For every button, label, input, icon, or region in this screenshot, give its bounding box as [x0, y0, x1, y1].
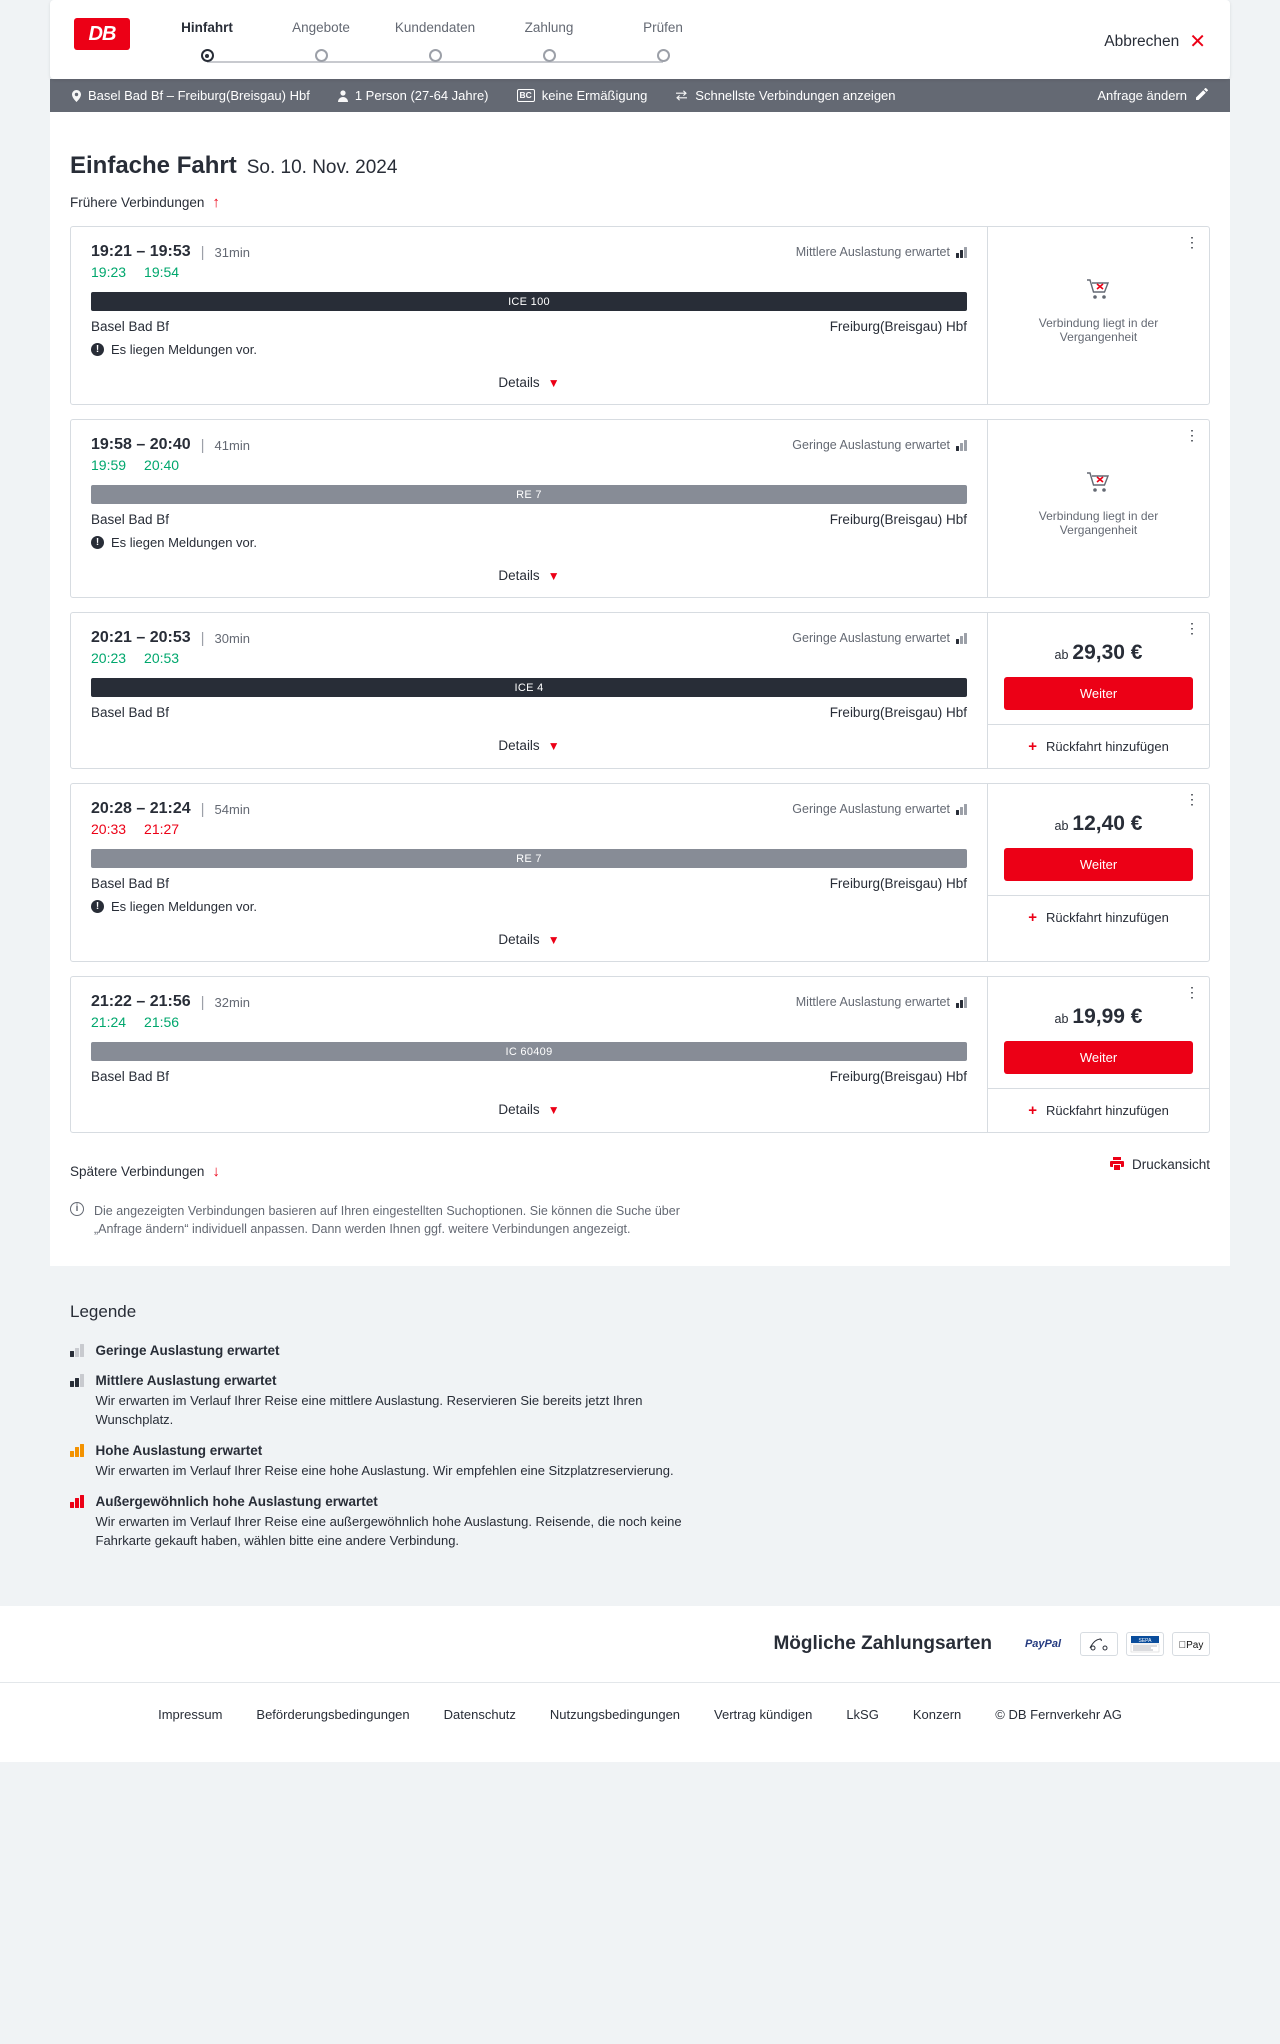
utilization-bars-icon	[956, 804, 967, 815]
step-hinfahrt[interactable]	[150, 20, 264, 69]
legend-item-desc: Wir erwarten im Verlauf Ihrer Reise eine außergewöhnlich hohe Auslastung. Reisende, die noch keine Fahrkarte gekauft haben, wählen bitte eine andere Verbindung.	[95, 1513, 682, 1548]
location-pin-icon	[72, 90, 81, 102]
db-logo-icon[interactable]: DB	[74, 18, 130, 50]
search-info-text: Die angezeigten Verbindungen basieren auf Ihren eingestellten Suchoptionen. Sie können die Suche über „Anfrage ändern“ individuell anpassen. Dann werden Ihnen ggf. weitere Verbindungen angezeigt.	[94, 1204, 680, 1237]
legend-item-desc: Wir erwarten im Verlauf Ihrer Reise eine hohe Auslastung. Wir empfehlen eine Sitzplatzreservierung.	[95, 1462, 674, 1478]
legend-text	[96, 1442, 674, 1481]
connection-card	[70, 419, 1210, 598]
legend-section	[0, 1266, 1280, 1606]
page-title: Einfache Fahrt	[70, 152, 237, 179]
more-options-icon[interactable]: ⋮	[1185, 791, 1199, 807]
connection-header	[91, 993, 967, 1011]
connection-card	[70, 226, 1210, 405]
sepa-icon	[1126, 1632, 1164, 1656]
query-passengers-label: 1 Person (27-64 Jahre)	[354, 88, 489, 103]
legend-item	[70, 1442, 1210, 1481]
utilization-bars-icon	[956, 440, 967, 451]
step-dot-icon	[657, 49, 670, 62]
query-discount[interactable]	[517, 88, 648, 103]
utilization-bars-icon	[956, 247, 967, 258]
continue-button[interactable]: Weiter	[1004, 848, 1193, 881]
query-summary-bar	[50, 79, 1230, 112]
results-title-row	[70, 112, 1210, 180]
price-prefix: ab	[1054, 1012, 1069, 1026]
details-label: Details	[498, 568, 540, 583]
connection-stations	[91, 319, 967, 334]
print-view-button[interactable]	[1110, 1157, 1210, 1173]
origin-station: Basel Bad Bf	[91, 1069, 170, 1084]
more-options-icon[interactable]: ⋮	[1185, 620, 1199, 636]
utilization-bars-icon	[70, 1374, 84, 1387]
connection-utilization	[796, 245, 967, 259]
query-route[interactable]	[72, 88, 310, 103]
connection-stations	[91, 705, 967, 720]
step-label: Zahlung	[524, 20, 574, 35]
connection-header	[91, 243, 967, 261]
origin-station: Basel Bad Bf	[91, 876, 170, 891]
add-return-trip-button[interactable]	[988, 1088, 1209, 1132]
destination-station: Freiburg(Breisgau) Hbf	[829, 705, 967, 720]
change-query-label: Anfrage ändern	[1097, 88, 1187, 103]
details-label: Details	[498, 1102, 540, 1117]
chevron-down-icon: ▼	[547, 1102, 560, 1117]
cancel-button[interactable]	[1104, 32, 1206, 52]
actual-departure: 21:24	[91, 1014, 127, 1030]
price-block	[988, 784, 1209, 881]
footer-copyright: © DB Fernverkehr AG	[995, 1707, 1122, 1723]
legend-item-desc: Wir erwarten im Verlauf Ihrer Reise eine mittlere Auslastung. Reservieren Sie bereits jetzt Ihren Wunschplatz.	[95, 1393, 643, 1428]
footer-link[interactable]: Konzern	[912, 1707, 962, 1723]
past-connection-note	[988, 420, 1209, 597]
actual-departure: 19:23	[91, 264, 127, 280]
price-value: ab 29,30 €	[1054, 641, 1143, 664]
actual-departure: 19:59	[91, 457, 127, 473]
divider: |	[200, 993, 205, 1011]
utilization-bars-icon	[70, 1495, 84, 1508]
past-connection-label: Verbindung liegt in der Vergangenheit	[1038, 315, 1159, 344]
connection-duration: 32min	[214, 994, 250, 1010]
utilization-bars-icon	[70, 1344, 84, 1357]
origin-station: Basel Bad Bf	[91, 705, 170, 720]
utilization-label: Mittlere Auslastung erwartet	[795, 995, 950, 1009]
add-return-trip-button[interactable]	[988, 724, 1209, 768]
legend-item	[70, 1493, 1210, 1551]
origin-station: Basel Bad Bf	[91, 512, 170, 527]
alert-icon: !	[91, 900, 104, 913]
train-label[interactable]: IC 60409	[91, 1042, 967, 1061]
actual-arrival: 21:56	[144, 1014, 180, 1030]
printer-icon	[1110, 1157, 1124, 1173]
connection-time-range: 19:21 – 19:53	[91, 243, 191, 260]
details-toggle-button[interactable]	[91, 920, 967, 961]
direct-debit-icon	[1080, 1632, 1118, 1656]
cancel-label: Abbrechen	[1104, 33, 1180, 50]
footer-link[interactable]: Vertrag kündigen	[714, 1707, 813, 1723]
arrow-up-icon: ↑	[212, 194, 220, 211]
footer-link[interactable]: LkSG	[846, 1707, 879, 1723]
connection-offer	[987, 420, 1209, 597]
utilization-label: Geringe Auslastung erwartet	[792, 802, 950, 816]
connection-list	[70, 226, 1210, 1133]
connection-offer	[987, 784, 1209, 961]
continue-button[interactable]: Weiter	[1004, 677, 1193, 710]
swap-arrows-icon	[675, 90, 688, 101]
step-connector	[549, 61, 663, 63]
svg-text:SEPA: SEPA	[1138, 1638, 1152, 1645]
alert-icon: !	[91, 343, 104, 356]
details-toggle-button[interactable]	[91, 1090, 967, 1131]
print-view-label: Druckansicht	[1131, 1157, 1210, 1172]
connection-header	[91, 629, 967, 647]
paypal-icon: PayPal	[1014, 1632, 1072, 1656]
actual-arrival: 19:54	[144, 264, 180, 280]
step-connector	[321, 61, 435, 63]
connection-message-label: Es liegen Meldungen vor.	[111, 342, 257, 357]
later-connections-label: Spätere Verbindungen	[70, 1164, 205, 1179]
connection-utilization	[792, 631, 967, 645]
utilization-label: Geringe Auslastung erwartet	[792, 438, 950, 452]
cart-crossed-icon	[1086, 278, 1112, 308]
connection-utilization	[796, 995, 967, 1009]
divider: |	[200, 629, 205, 647]
bahncard-icon: BC	[517, 89, 535, 102]
price-prefix: ab	[1054, 648, 1069, 662]
connection-message-label: Es liegen Meldungen vor.	[111, 899, 257, 914]
later-connections-button[interactable]	[70, 1163, 220, 1180]
utilization-bars-icon	[956, 997, 967, 1008]
past-connection-label: Verbindung liegt in der Vergangenheit	[1038, 508, 1159, 537]
details-label: Details	[498, 375, 540, 390]
results-content	[50, 112, 1230, 1266]
legend-text	[96, 1493, 696, 1551]
alert-icon: !	[91, 536, 104, 549]
chevron-down-icon: ▼	[547, 568, 560, 583]
connection-details	[71, 613, 987, 768]
connection-realtime	[91, 1014, 967, 1030]
query-passengers[interactable]	[338, 88, 489, 103]
info-icon: i	[70, 1202, 84, 1216]
legend-item-label: Außergewöhnlich hohe Auslastung erwartet	[95, 1493, 378, 1509]
step-bar	[50, 0, 1230, 79]
checkout-header	[50, 0, 1230, 79]
price-block	[988, 977, 1209, 1074]
more-options-icon[interactable]: ⋮	[1185, 427, 1199, 443]
actual-departure: 20:33	[91, 821, 127, 837]
connection-card	[70, 783, 1210, 962]
connection-details	[71, 420, 987, 597]
search-info-note	[70, 1202, 690, 1238]
utilization-label: Mittlere Auslastung erwartet	[795, 245, 950, 259]
add-return-trip-label: Rückfahrt hinzufügen	[1045, 910, 1169, 925]
price-prefix: ab	[1054, 819, 1069, 833]
actual-arrival: 20:53	[144, 650, 180, 666]
connection-details	[71, 977, 987, 1132]
connection-time-range: 20:21 – 20:53	[91, 629, 191, 646]
results-bottom-row	[70, 1149, 1210, 1180]
legend-list	[70, 1342, 1210, 1550]
step-list	[150, 20, 720, 69]
connection-message[interactable]	[91, 342, 967, 357]
query-fastest[interactable]	[675, 88, 895, 103]
past-connection-note	[988, 227, 1209, 404]
connection-duration: 54min	[214, 801, 250, 817]
footer-link[interactable]: Datenschutz	[443, 1707, 516, 1723]
destination-station: Freiburg(Breisgau) Hbf	[829, 319, 967, 334]
step-label: Hinfahrt	[181, 20, 233, 35]
details-toggle-button[interactable]	[91, 556, 967, 597]
add-return-trip-label: Rückfahrt hinzufügen	[1045, 739, 1169, 754]
plus-icon: +	[1028, 909, 1037, 926]
more-options-icon[interactable]: ⋮	[1185, 984, 1199, 1000]
connection-card	[70, 976, 1210, 1133]
query-fastest-label: Schnellste Verbindungen anzeigen	[695, 88, 896, 103]
step-connector	[207, 61, 321, 63]
query-route-label: Basel Bad Bf – Freiburg(Breisgau) Hbf	[88, 88, 310, 103]
legend-text	[96, 1342, 280, 1360]
legend-item-label: Geringe Auslastung erwartet	[95, 1343, 280, 1359]
connection-message[interactable]	[91, 899, 967, 914]
legend-title: Legende	[70, 1302, 137, 1322]
destination-station: Freiburg(Breisgau) Hbf	[829, 876, 967, 891]
utilization-bars-icon	[956, 633, 967, 644]
step-label: Prüfen	[643, 20, 683, 35]
connection-duration: 41min	[214, 437, 250, 453]
connection-details	[71, 227, 987, 404]
connection-stations	[91, 512, 967, 527]
connection-realtime	[91, 457, 967, 473]
step-label: Kundendaten	[394, 20, 476, 35]
connection-time-range: 19:58 – 20:40	[91, 436, 191, 453]
close-icon[interactable]: ✕	[1189, 31, 1206, 53]
actual-arrival: 21:27	[144, 821, 180, 837]
plus-icon: +	[1028, 1102, 1037, 1119]
details-toggle-button[interactable]	[91, 363, 967, 404]
step-label: Angebote	[292, 20, 350, 35]
legend-item	[70, 1342, 1210, 1360]
payment-icon-list	[1014, 1632, 1210, 1656]
utilization-label: Geringe Auslastung erwartet	[792, 631, 950, 645]
divider: |	[200, 243, 205, 261]
train-label[interactable]: ICE 100	[91, 292, 967, 311]
connection-details	[71, 784, 987, 961]
apple-pay-icon	[1172, 1632, 1210, 1656]
travel-date: So. 10. Nov. 2024	[246, 157, 398, 178]
continue-button[interactable]: Weiter	[1004, 1041, 1193, 1074]
footer-link[interactable]: Impressum	[158, 1707, 223, 1723]
footer-link[interactable]: Beförderungsbedingungen	[256, 1707, 410, 1723]
actual-arrival: 20:40	[144, 457, 180, 473]
more-options-icon[interactable]: ⋮	[1185, 234, 1199, 250]
person-icon	[338, 90, 348, 102]
connection-message[interactable]	[91, 535, 967, 550]
step-dot-icon	[543, 49, 556, 62]
actual-departure: 20:23	[91, 650, 127, 666]
legend-item-label: Mittlere Auslastung erwartet	[95, 1373, 277, 1389]
pencil-icon	[1196, 88, 1208, 103]
payment-methods-section	[0, 1606, 1280, 1682]
step-connector	[435, 61, 549, 63]
plus-icon: +	[1028, 738, 1037, 755]
connection-duration: 30min	[214, 630, 250, 646]
footer-link[interactable]: Nutzungsbedingungen	[549, 1707, 681, 1723]
train-label[interactable]: ICE 4	[91, 678, 967, 697]
connection-stations	[91, 876, 967, 891]
svg-text:Pay: Pay	[1182, 1640, 1200, 1652]
connection-offer	[987, 227, 1209, 404]
origin-station: Basel Bad Bf	[91, 319, 170, 334]
details-label: Details	[498, 932, 540, 947]
connection-message-label: Es liegen Meldungen vor.	[111, 535, 257, 550]
cart-crossed-icon	[1086, 471, 1112, 501]
connection-utilization	[792, 438, 967, 452]
chevron-down-icon: ▼	[547, 932, 560, 947]
connection-realtime	[91, 821, 967, 837]
connection-utilization	[792, 802, 967, 816]
train-label[interactable]: RE 7	[91, 485, 967, 504]
price-value: ab 19,99 €	[1054, 1005, 1143, 1028]
connection-header	[91, 800, 967, 818]
legend-text	[96, 1372, 696, 1430]
earlier-connections-button[interactable]	[70, 194, 220, 211]
connection-card	[70, 612, 1210, 769]
train-label[interactable]: RE 7	[91, 849, 967, 868]
divider: |	[200, 436, 205, 454]
query-discount-label: keine Ermäßigung	[541, 88, 648, 103]
payment-title: Mögliche Zahlungsarten	[773, 1633, 992, 1655]
price-block	[988, 613, 1209, 710]
price-value: ab 12,40 €	[1054, 812, 1143, 835]
connection-time-range: 21:22 – 21:56	[91, 993, 191, 1010]
add-return-trip-label: Rückfahrt hinzufügen	[1045, 1103, 1169, 1118]
destination-station: Freiburg(Breisgau) Hbf	[829, 512, 967, 527]
chevron-down-icon: ▼	[547, 738, 560, 753]
footer-link-list	[0, 1707, 1280, 1722]
step-dot-icon	[201, 49, 214, 62]
step-dot-icon	[429, 49, 442, 62]
connection-stations	[91, 1069, 967, 1084]
details-label: Details	[498, 738, 540, 753]
chevron-down-icon: ▼	[547, 375, 560, 390]
connection-header	[91, 436, 967, 454]
divider: |	[200, 800, 205, 818]
connection-offer	[987, 613, 1209, 768]
step-dot-icon	[315, 49, 328, 62]
connection-duration: 31min	[214, 244, 250, 260]
connection-time-range: 20:28 – 21:24	[91, 800, 191, 817]
page-footer	[0, 1682, 1280, 1762]
arrow-down-icon: ↓	[212, 1163, 220, 1180]
legend-item	[70, 1372, 1210, 1430]
destination-station: Freiburg(Breisgau) Hbf	[829, 1069, 967, 1084]
change-query-button[interactable]	[1097, 88, 1208, 103]
legend-item-label: Hohe Auslastung erwartet	[95, 1442, 263, 1458]
utilization-bars-icon	[70, 1444, 84, 1457]
connection-realtime	[91, 650, 967, 666]
connection-realtime	[91, 264, 967, 280]
add-return-trip-button[interactable]	[988, 895, 1209, 939]
details-toggle-button[interactable]	[91, 726, 967, 767]
earlier-connections-label: Frühere Verbindungen	[70, 195, 205, 210]
connection-offer	[987, 977, 1209, 1132]
